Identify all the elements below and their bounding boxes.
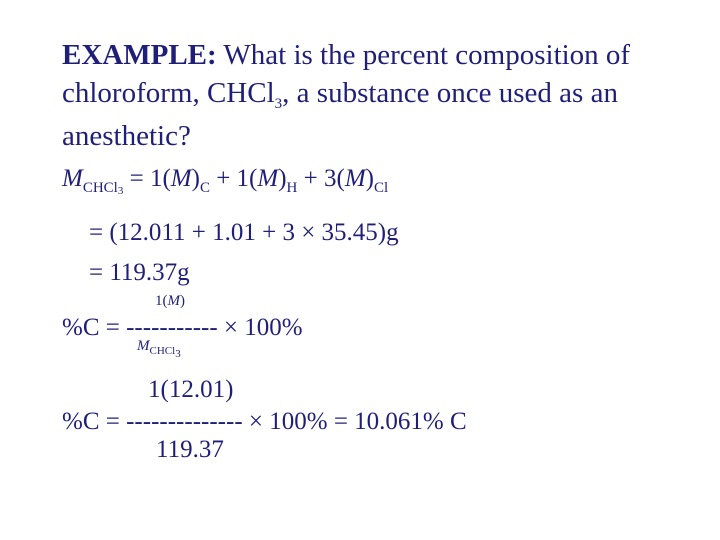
plus-cl: + 3( [297,165,345,192]
molar-mass-subscript-num: 3 [117,185,124,197]
denominator-m: M [137,338,150,354]
question-body-b: , a substance once used as an anesthetic? [62,77,618,152]
equals-text: = 1( [123,165,171,192]
example-label: EXAMPLE: [62,39,217,71]
paren-cl: ) [365,165,374,192]
numerator-m: M [167,293,180,309]
paren-h: ) [278,165,287,192]
percent-formula-line: %C = ----------- × 100% [62,314,303,341]
denominator-subscript-num: 3 [175,348,181,360]
subscript-h: H [286,180,298,196]
molar-mass-equation [62,164,388,198]
question-subscript: 3 [274,96,283,112]
percent-denominator [137,338,181,360]
molar-mass-h: M [257,165,279,192]
molar-mass-sum: = (12.011 + 1.01 + 3 × 35.45)g [89,219,399,246]
molar-mass-symbol: M [62,165,83,192]
molar-mass-subscript: CHCl [82,180,118,196]
question-body-a: What is the percent composition of chloroform, CHCl [62,39,631,109]
molar-mass-c: M [170,165,192,192]
percent-numerator [155,293,185,310]
question-text [62,36,682,155]
subscript-c: C [199,180,210,196]
calc-denominator: 119.37 [156,436,224,463]
calc-numerator: 1(12.01) [148,376,234,403]
numerator-open: 1( [155,293,168,309]
numerator-close: ) [180,293,185,309]
molar-mass-cl: M [344,165,366,192]
plus-h: + 1( [209,165,258,192]
molar-mass-result: = 119.37g [89,259,190,286]
paren-c: ) [191,165,200,192]
subscript-cl: Cl [373,180,389,196]
calc-line: %C = -------------- × 100% = 10.061% C [62,408,467,435]
denominator-subscript: CHCl [149,345,176,357]
